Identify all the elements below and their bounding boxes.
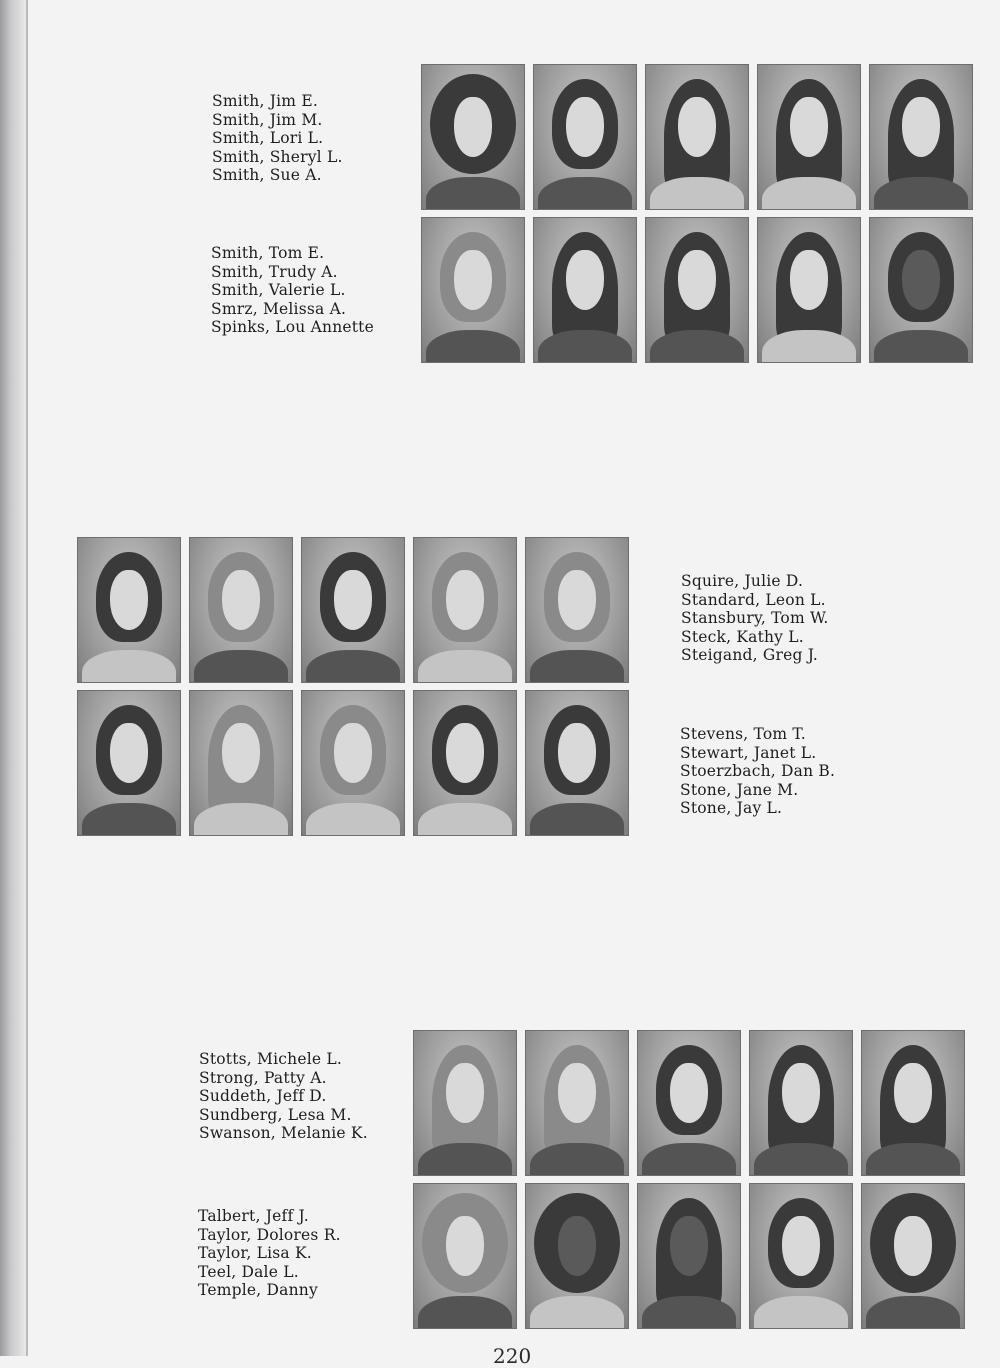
name-list-section1-top bbox=[212, 92, 343, 185]
student-name: Steigand, Greg J. bbox=[681, 646, 819, 665]
student-photo bbox=[413, 537, 517, 683]
student-photo bbox=[413, 1183, 517, 1329]
student-photo bbox=[189, 690, 293, 836]
student-photo bbox=[421, 217, 525, 363]
student-name: Temple, Danny bbox=[198, 1281, 318, 1300]
student-photo bbox=[533, 64, 637, 210]
student-name: Suddeth, Jeff D. bbox=[199, 1087, 327, 1106]
student-name: Swanson, Melanie K. bbox=[199, 1124, 368, 1143]
student-name: Strong, Patty A. bbox=[199, 1068, 327, 1087]
student-name: Stone, Jane M. bbox=[680, 780, 799, 799]
name-list-section1-bottom bbox=[211, 244, 374, 337]
photo-grid-section1 bbox=[421, 64, 973, 363]
student-photo bbox=[525, 1030, 629, 1176]
student-name: Taylor, Lisa K. bbox=[198, 1244, 312, 1263]
student-name: Smith, Jim M. bbox=[212, 110, 323, 129]
student-name: Standard, Leon L. bbox=[681, 590, 826, 609]
student-photo bbox=[77, 537, 181, 683]
student-name: Stewart, Janet L. bbox=[680, 743, 817, 762]
student-photo bbox=[645, 217, 749, 363]
student-photo bbox=[861, 1030, 965, 1176]
name-list-section2-bottom bbox=[680, 725, 835, 818]
student-photo bbox=[749, 1030, 853, 1176]
name-list-section2-top bbox=[681, 572, 829, 665]
student-photo bbox=[413, 1030, 517, 1176]
student-name: Smith, Valerie L. bbox=[211, 281, 346, 300]
student-photo bbox=[301, 690, 405, 836]
photo-grid-section3 bbox=[413, 1030, 965, 1329]
student-photo bbox=[413, 690, 517, 836]
student-photo bbox=[749, 1183, 853, 1329]
student-name: Smith, Sue A. bbox=[212, 166, 322, 185]
student-name: Smith, Sheryl L. bbox=[212, 147, 343, 166]
student-photo bbox=[421, 64, 525, 210]
student-photo bbox=[869, 64, 973, 210]
student-name: Smith, Lori L. bbox=[212, 129, 324, 148]
student-photo bbox=[757, 217, 861, 363]
book-spine-shadow bbox=[0, 0, 26, 1356]
student-photo bbox=[757, 64, 861, 210]
student-photo bbox=[301, 537, 405, 683]
student-name: Teel, Dale L. bbox=[198, 1262, 299, 1281]
name-list-section3-top bbox=[199, 1050, 368, 1143]
page-edge bbox=[26, 0, 28, 1356]
student-name: Talbert, Jeff J. bbox=[198, 1207, 309, 1225]
student-photo bbox=[869, 217, 973, 363]
student-name: Stansbury, Tom W. bbox=[681, 609, 829, 628]
name-list-section3-bottom bbox=[198, 1207, 341, 1300]
student-name: Taylor, Dolores R. bbox=[198, 1225, 341, 1244]
student-name: Smith, Jim E. bbox=[212, 92, 318, 110]
student-photo bbox=[637, 1183, 741, 1329]
student-name: Smith, Tom E. bbox=[211, 244, 325, 262]
student-name: Sundberg, Lesa M. bbox=[199, 1105, 352, 1124]
student-photo bbox=[77, 690, 181, 836]
student-name: Stone, Jay L. bbox=[680, 799, 783, 818]
student-name: Stoerzbach, Dan B. bbox=[680, 762, 836, 781]
student-photo bbox=[525, 537, 629, 683]
student-photo bbox=[645, 64, 749, 210]
student-photo bbox=[525, 690, 629, 836]
student-name: Squire, Julie D. bbox=[681, 572, 804, 590]
photo-grid-section2 bbox=[77, 537, 629, 836]
student-name: Smith, Trudy A. bbox=[211, 262, 338, 281]
student-photo bbox=[525, 1183, 629, 1329]
page-number: 220 bbox=[493, 1344, 532, 1368]
student-photo bbox=[533, 217, 637, 363]
student-name: Spinks, Lou Annette bbox=[211, 318, 374, 337]
student-name: Smrz, Melissa A. bbox=[211, 299, 347, 318]
student-photo bbox=[861, 1183, 965, 1329]
student-photo bbox=[637, 1030, 741, 1176]
student-name: Stevens, Tom T. bbox=[680, 725, 806, 743]
student-photo bbox=[189, 537, 293, 683]
student-name: Steck, Kathy L. bbox=[681, 627, 804, 646]
student-name: Stotts, Michele L. bbox=[199, 1050, 342, 1068]
